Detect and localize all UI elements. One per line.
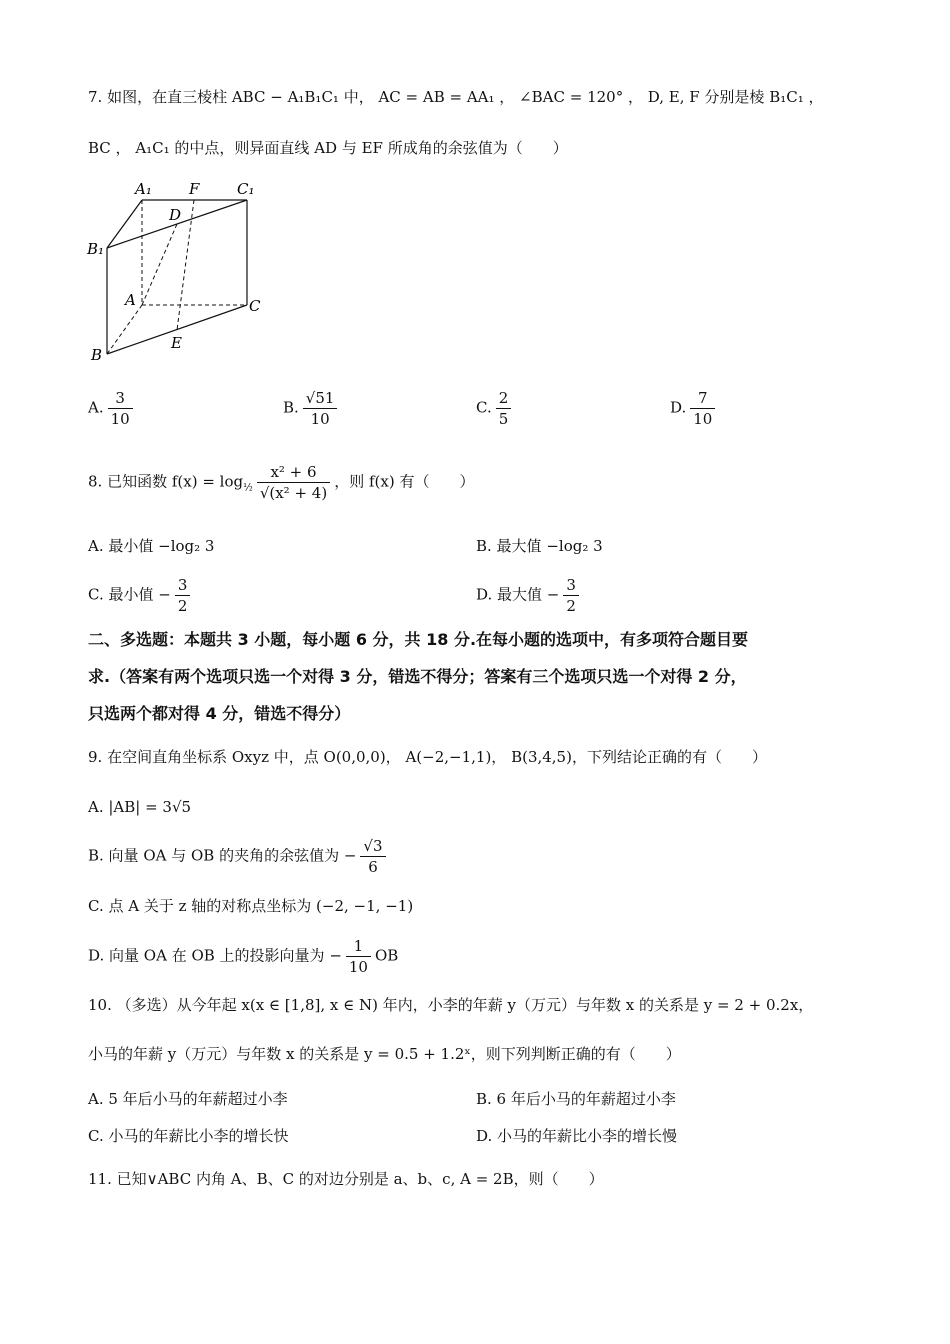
section2-line2: 求.（答案有两个选项只选一个对得 3 分，错选不得分；答案有三个选项只选一个对得 2 分，: [88, 667, 747, 686]
label-b: B: [91, 346, 103, 364]
label-f: F: [189, 180, 200, 198]
q11-stem: 11. 已知∨ABC 内角 A、B、C 的对边分别是 a、b、c, A = 2B，则（ ）: [88, 1170, 604, 1188]
q9-option-a[interactable]: A. |AB| = 3√5: [88, 798, 192, 816]
label-c: C: [249, 297, 261, 315]
q9-option-d[interactable]: D. 向量 OA 在 OB 上的投影向量为 − $\frac{1}{10}$ OB: [88, 937, 399, 976]
label-e: E: [171, 334, 182, 352]
q8-option-c[interactable]: C. 最小值 − $\frac{3}{2}$: [88, 575, 194, 616]
prism-figure: [85, 178, 275, 368]
label-a: A: [125, 291, 136, 309]
label-b1: B₁: [87, 240, 105, 258]
q8-option-a[interactable]: A. 最小值 −log₂ 3: [88, 537, 215, 555]
q10-option-a[interactable]: A. 5 年后小马的年薪超过小李: [88, 1090, 288, 1108]
section2-line1: 二、多选题：本题共 3 小题，每小题 6 分，共 18 分.在每小题的选项中，有多项符合题目要: [88, 630, 749, 649]
q10-stem-line2: 小马的年薪 y（万元）与年数 x 的关系是 y = 0.5 + 1.2ˣ，则下列判断正确的有（ ）: [88, 1045, 681, 1063]
q10-option-c[interactable]: C. 小马的年薪比小李的增长快: [88, 1127, 289, 1145]
q8-option-b[interactable]: B. 最大值 −log₂ 3: [476, 537, 603, 555]
q9-option-b[interactable]: B. 向量 OA 与 OB 的夹角的余弦值为 − $\frac{√3}{6}$: [88, 836, 390, 877]
q8-stem: 8. 已知函数 $f(x) = \log_{\frac{1}{2}}$ $\frac{\text{x² + 6}}{\text{√(x² + 4)}}$ ，则 f(x) 有（ ）: [88, 463, 475, 502]
label-d: D: [169, 206, 182, 224]
label-a1: A₁: [135, 180, 152, 198]
q9-stem: 9. 在空间直角坐标系 Oxyz 中，点 O(0,0,0)， A(−2,−1,1)， B(3,4,5)，下列结论正确的有（ ）: [88, 748, 767, 766]
q7-option-a[interactable]: A. $\frac{3}{10}$: [88, 388, 137, 429]
q9-option-c[interactable]: C. 点 A 关于 z 轴的对称点坐标为 (−2, −1, −1): [88, 897, 414, 915]
q7-option-b[interactable]: B. $\frac{√51}{10}$: [283, 388, 341, 429]
section2-line3: 只选两个都对得 4 分，错选不得分）: [88, 704, 351, 723]
q7-option-d[interactable]: D. $\frac{7}{10}$: [670, 388, 719, 429]
q10-option-b[interactable]: B. 6 年后小马的年薪超过小李: [476, 1090, 676, 1108]
q7-stem-line1: 7. 如图，在直三棱柱 ABC − A₁B₁C₁ 中， AC = AB = AA₁ ， ∠BAC = 120° ， D, E, F 分别是棱 B₁C₁ ，: [88, 88, 824, 106]
q8-option-d[interactable]: D. 最大值 − $\frac{3}{2}$: [476, 575, 583, 616]
label-c1: C₁: [237, 180, 255, 198]
q7-stem-line2: BC ， A₁C₁ 的中点，则异面直线 AD 与 EF 所成角的余弦值为（ ）: [88, 139, 568, 157]
q10-stem-line1: 10. （多选）从今年起 x(x ∈ [1,8], x ∈ N) 年内，小李的年薪 y（万元）与年数 x 的关系是 y = 2 + 0.2x，: [88, 996, 814, 1014]
q7-option-c[interactable]: C. $\frac{2}{5}$: [476, 388, 515, 429]
q10-option-d[interactable]: D. 小马的年薪比小李的增长慢: [476, 1127, 678, 1145]
